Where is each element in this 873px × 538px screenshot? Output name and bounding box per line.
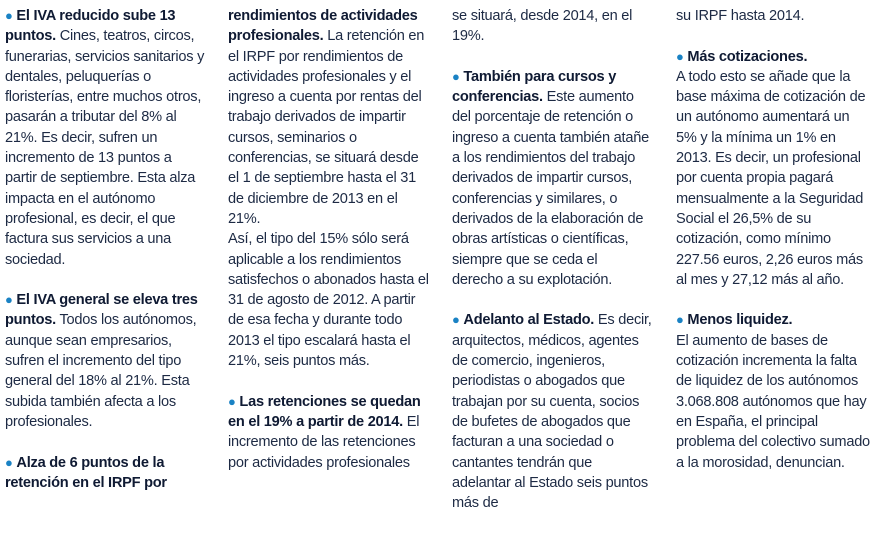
item-heading: Alza de 6 puntos de la retención en el IRPF por <box>5 454 167 491</box>
column-1 <box>5 6 205 493</box>
item-adelanto-estado-continued <box>676 6 873 26</box>
item-mas-cotizaciones <box>676 47 873 291</box>
item-heading: Adelanto al Estado. <box>463 312 595 329</box>
item-heading: El IVA general se eleva tres puntos. <box>5 292 198 329</box>
bullet-icon: ● <box>676 48 684 64</box>
bullet-icon: ● <box>676 312 684 328</box>
item-alza-irpf-continued <box>228 6 430 371</box>
column-3 <box>452 6 652 513</box>
item-heading-continued: rendimientos de actividades profesionales. <box>228 8 418 45</box>
bullet-icon: ● <box>5 454 13 470</box>
item-text: Este aumento del porcentaje de retención o ingreso a cuenta también atañe a los rendimientos del trabajo derivados de impartir cursos, conferencias y similares, o derivados de la elaboración de obras artísticas o científicas, siempre que se ceda el derecho a su explotación. <box>452 89 649 288</box>
item-heading: Más cotizaciones. <box>687 48 808 65</box>
item-text: El incremento de las retenciones por actividades profesionales <box>228 413 420 471</box>
item-iva-general <box>5 290 205 432</box>
item-text: se situará, desde 2014, en el 19%. <box>452 8 633 45</box>
column-2 <box>228 6 430 473</box>
item-alza-irpf <box>5 453 205 494</box>
item-heading: También para cursos y conferencias. <box>452 68 617 106</box>
bullet-icon: ● <box>5 292 13 308</box>
item-heading: Las retenciones se quedan en el 19% a partir de 2014. <box>228 393 421 430</box>
item-text: Es decir, arquitectos, médicos, agentes de comercio, ingenieros, periodistas o abogados que trabajan por su cuenta, socios de bufetes de abogados que facturan a una sociedad o cantantes tendrán que adelantar al Estado seis puntos más de <box>452 312 652 512</box>
item-iva-reducido <box>5 6 205 270</box>
item-text: Así, el tipo del 15% sólo será aplicable a los rendimientos satisfechos o abonados hasta el 31 de agosto de 2012. A partir de esa fecha y durante todo 2013 el tipo escalará hasta el 21%, seis puntos más. <box>228 231 429 370</box>
item-menos-liquidez <box>676 310 873 472</box>
item-text: A todo esto se añade que la base máxima de cotización de un autónomo aumentará un 5% y la mínima un 1% en 2013. Es decir, un profesional por cuenta propia pagará mensualmente a la Seguridad Social el 26,5% de su cotización, como mínimo 227.56 euros, 2,26 euros más al mes y 27,12 más al año. <box>676 68 866 288</box>
item-text: Todos los autónomos, aunque sean empresarios, sufren el incremento del tipo general del 18% al 21%. Esta subida también afecta a los profesionales. <box>5 312 197 430</box>
bullet-icon: ● <box>5 8 13 23</box>
bullet-icon: ● <box>228 393 236 409</box>
column-4 <box>676 6 873 473</box>
item-retenciones-2014 <box>228 392 430 473</box>
item-adelanto-estado <box>452 310 652 513</box>
bullet-icon: ● <box>452 312 460 328</box>
item-text: Cines, teatros, circos, funerarias, servicios sanitarios y dentales, peluquerías o floristerías, entre muchos otros, pasarán a tributar del 8% al 21%. Es decir, sufren un incremento de 13 puntos a partir de septiembre. Esta alza impacta en el autónomo profesional, es decir, el que factura sus servicios a una sociedad. <box>5 28 205 268</box>
item-text: El aumento de bases de cotización incrementa la falta de liquidez de los autónomos 3.068.808 autónomos que hay en España, el principal problema del colectivo sumado a la morosidad, denuncian. <box>676 332 870 471</box>
item-heading: El IVA reducido sube 13 puntos. <box>5 8 176 45</box>
item-text: su IRPF hasta 2014. <box>676 8 805 24</box>
item-cursos-conferencias <box>452 67 652 290</box>
item-retenciones-2014-continued <box>452 6 652 47</box>
item-heading: Menos liquidez. <box>687 312 793 329</box>
bullet-icon: ● <box>452 68 460 84</box>
item-text: La retención en el IRPF por rendimientos de actividades profesionales y el ingreso a cuenta por rentas del trabajo derivados de impartir cursos, seminarios o conferencias, se situará desde el 1 de septiembre hasta el 31 de diciembre de 2013 en el 21%. <box>228 28 425 227</box>
